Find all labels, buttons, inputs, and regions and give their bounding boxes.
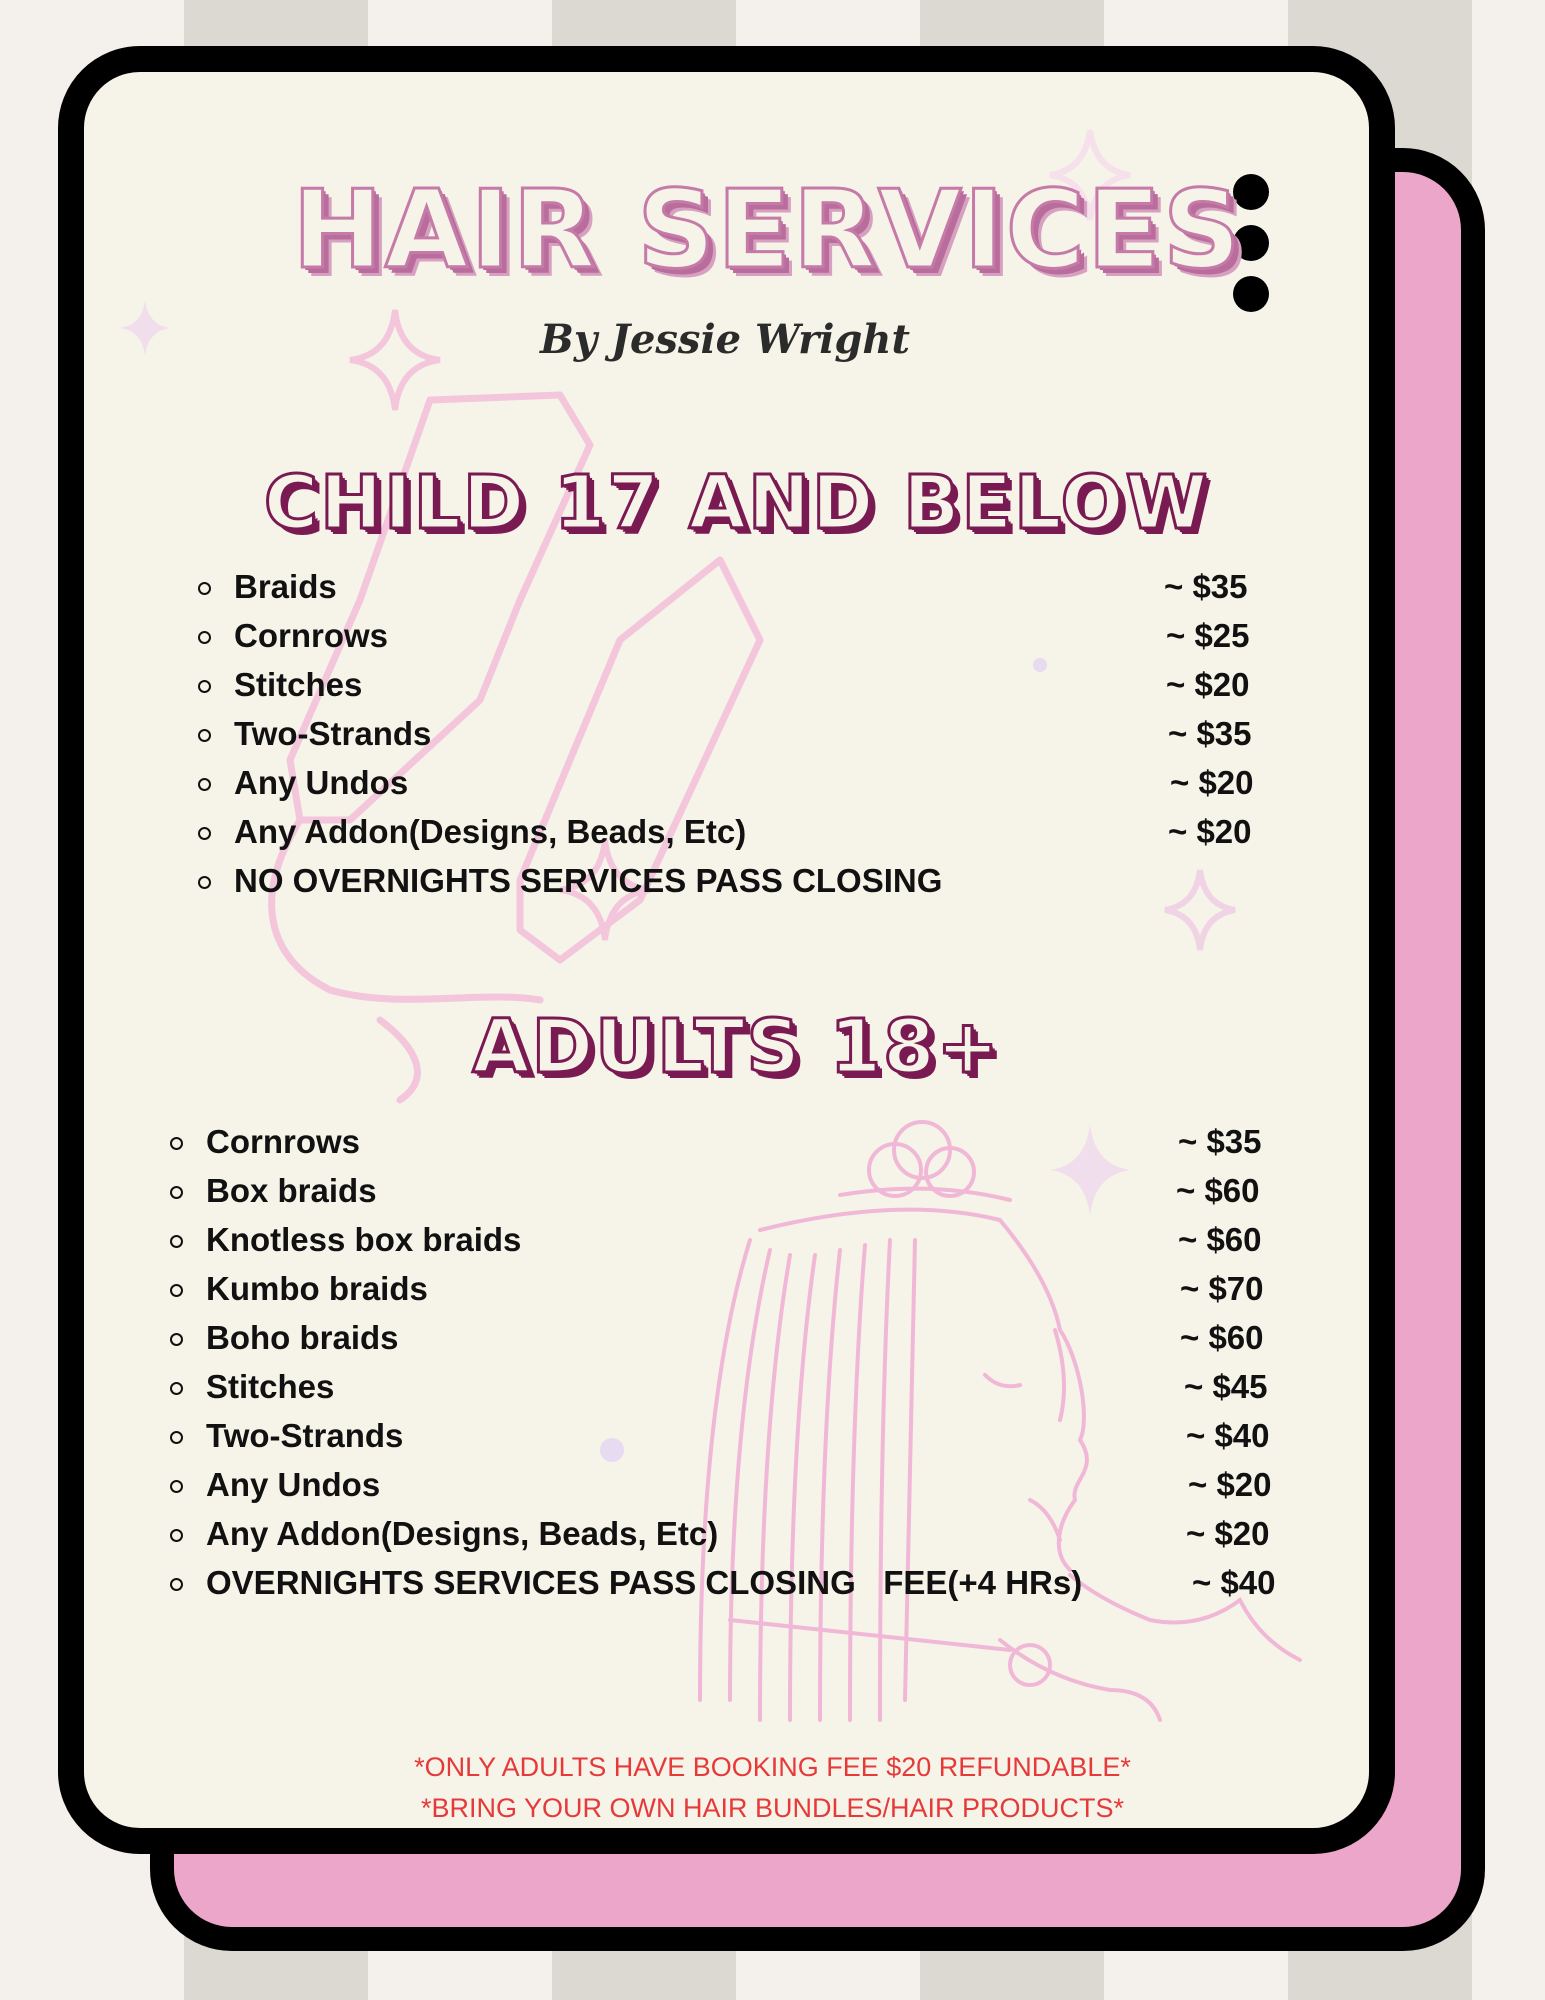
bullet-icon (170, 1284, 183, 1297)
service-price: ~ $60 (1180, 1319, 1264, 1356)
service-name: Boho braids (206, 1319, 399, 1356)
service-name: Any Addon(Designs, Beads, Etc) (234, 813, 747, 850)
bullet-icon (198, 582, 211, 595)
bullet-icon (198, 778, 211, 791)
bullet-icon (170, 1235, 183, 1248)
service-name: Cornrows (234, 617, 389, 654)
service-name: Box braids (206, 1172, 377, 1209)
page-subtitle: By Jessie Wright (540, 316, 910, 363)
bullet-icon (170, 1578, 183, 1591)
service-name: Two-Strands (206, 1417, 404, 1454)
service-price: ~ $60 (1178, 1221, 1262, 1258)
service-name: Cornrows (206, 1123, 361, 1160)
service-price: ~ $35 (1168, 715, 1252, 752)
bullet-icon (198, 729, 211, 742)
bullet-icon (198, 631, 211, 644)
service-price: ~ $40 (1186, 1417, 1270, 1454)
bullet-icon (170, 1137, 183, 1150)
service-name: Any Undos (234, 764, 409, 801)
service-name: Braids (234, 568, 337, 605)
bullet-icon (170, 1382, 183, 1395)
booking-fee-note: *ONLY ADULTS HAVE BOOKING FEE $20 REFUNDABLE* (414, 1752, 1131, 1782)
bullet-icon (198, 827, 211, 840)
service-name: Knotless box braids (206, 1221, 522, 1258)
bullet-icon (198, 680, 211, 693)
page-title: HAIR SERVICES (292, 168, 1243, 293)
service-price: ~ $20 (1188, 1466, 1272, 1503)
service-price: ~ $35 (1164, 568, 1248, 605)
bullet-icon (170, 1333, 183, 1346)
service-name: OVERNIGHTS SERVICES PASS CLOSING FEE(+4 HRs) (206, 1564, 1083, 1601)
service-name: NO OVERNIGHTS SERVICES PASS CLOSING (234, 862, 943, 899)
bring-own-note: *BRING YOUR OWN HAIR BUNDLES/HAIR PRODUCTS* (420, 1793, 1125, 1823)
service-price: ~ $20 (1170, 764, 1254, 801)
bullet-icon (170, 1186, 183, 1199)
adult-section-title: ADULTS 18+ (472, 1004, 1001, 1090)
bullet-icon (170, 1431, 183, 1444)
service-price: ~ $25 (1166, 617, 1250, 654)
bullet-icon (170, 1480, 183, 1493)
service-price: ~ $70 (1180, 1270, 1264, 1307)
service-name: Two-Strands (234, 715, 432, 752)
service-name: Any Addon(Designs, Beads, Etc) (206, 1515, 719, 1552)
service-price: ~ $40 (1192, 1564, 1276, 1601)
service-price: ~ $35 (1178, 1123, 1262, 1160)
service-price: ~ $20 (1186, 1515, 1270, 1552)
service-price: ~ $60 (1176, 1172, 1260, 1209)
service-price: ~ $20 (1168, 813, 1252, 850)
service-name: Any Undos (206, 1466, 381, 1503)
service-name: Kumbo braids (206, 1270, 428, 1307)
child-section-title: CHILD 17 AND BELOW (263, 460, 1210, 546)
service-price: ~ $20 (1166, 666, 1250, 703)
service-name: Stitches (234, 666, 363, 703)
bullet-icon (198, 876, 211, 889)
service-name: Stitches (206, 1368, 335, 1405)
bullet-icon (170, 1529, 183, 1542)
service-price: ~ $45 (1184, 1368, 1268, 1405)
